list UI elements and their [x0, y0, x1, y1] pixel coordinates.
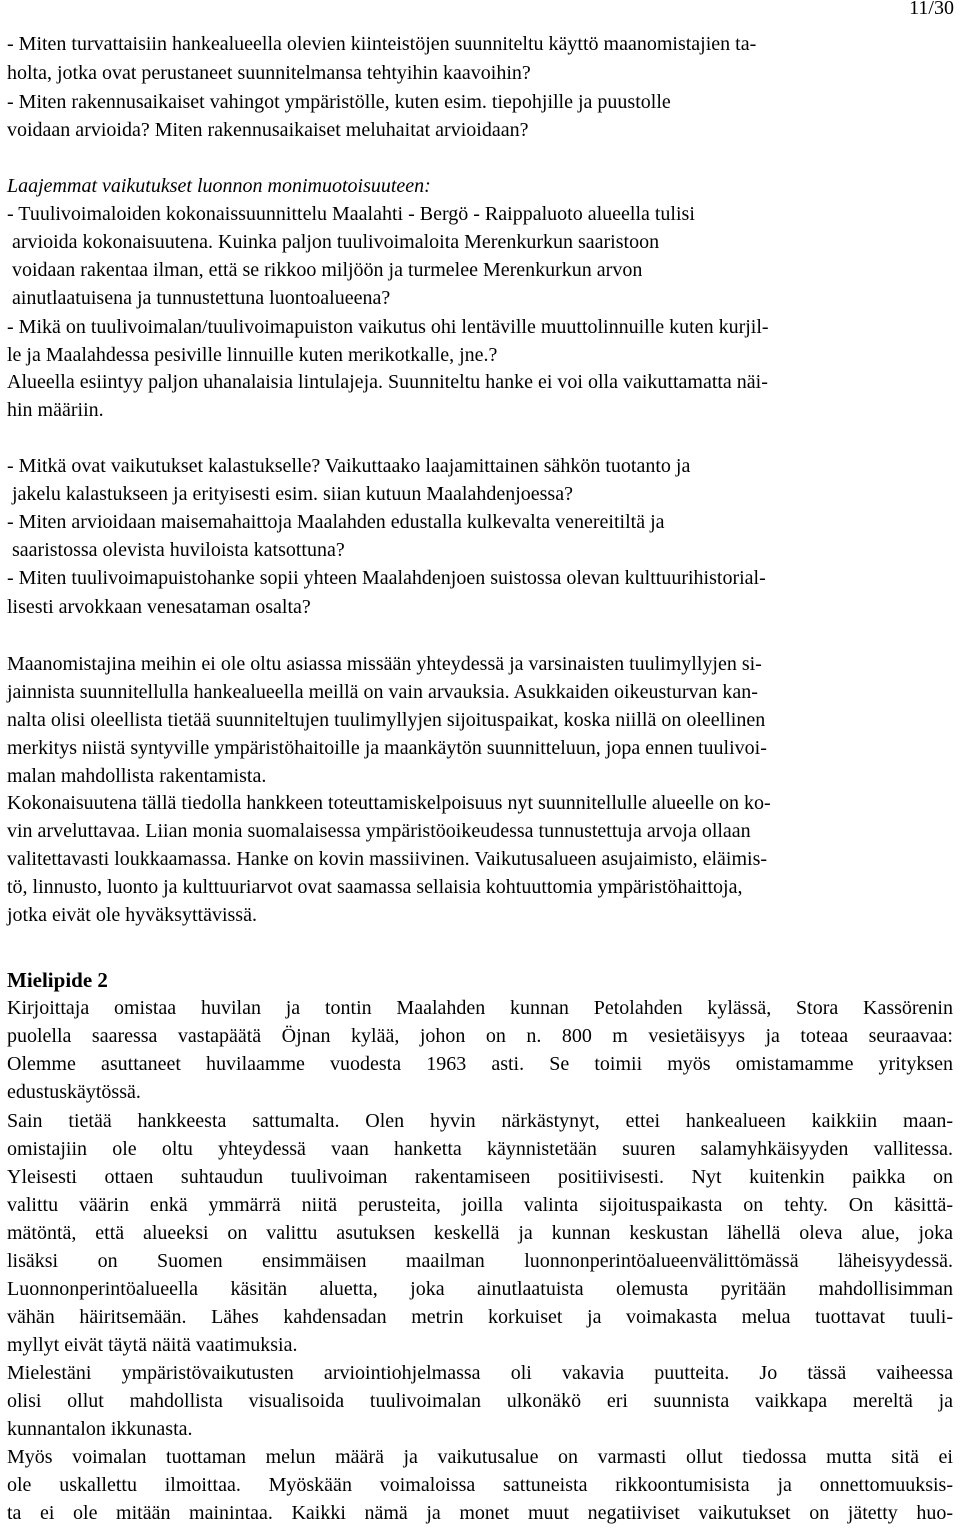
text-line: jotka eivät ole hyväksyttävissä.	[7, 904, 257, 926]
text-line: holta, jotka ovat perustaneet suunnitelmansa tehtyihin kaavoihin?	[7, 62, 531, 84]
text-line: vin arveluttavaa. Liian monia suomalaisessa ympäristöoikeudessa tunnustettuja arvoja ollaan	[7, 820, 751, 842]
text-line: myllyt eivät täytä näitä vaatimuksia.	[7, 1334, 298, 1356]
text-line: Mielestäni ympäristövaikutusten arviointiohjelmassa oli vakavia puutteita. Jo tässä vaiheessa	[7, 1362, 953, 1384]
text-line: nalta olisi oleellista tietää suunniteltujen tuulimyllyjen sijoituspaikat, koska niillä on oleellinen	[7, 709, 766, 731]
text-line: Sain tietää hankkeesta sattumalta. Olen hyvin närkästynyt, ettei hankealueen kaikkiin maan-	[7, 1110, 953, 1132]
text-line: Kirjoittaja omistaa huvilan ja tontin Maalahden kunnan Petolahden kylässä, Stora Kassörenin	[7, 997, 953, 1019]
opinion-heading: Mielipide 2	[7, 968, 108, 992]
text-line: Olemme asuttaneet huvilaamme vuodesta 1963 asti. Se toimii myös omistamamme yrityksen	[7, 1053, 953, 1075]
text-line: - Miten arvioidaan maisemahaittoja Maalahden edustalla kulkevalta venereitiltä ja	[7, 511, 665, 533]
text-line: Maanomistajina meihin ei ole oltu asiassa missään yhteydessä ja varsinaisten tuulimyllyjen si-	[7, 653, 762, 675]
text-line: le ja Maalahdessa pesiville linnuille kuten merikotkalle, jne.?	[7, 344, 498, 366]
text-line: puolella saaressa vastapäätä Öjnan kylää, johon on n. 800 m vesietäisyys ja toteaa seuraavaa:	[7, 1025, 953, 1047]
text-line: Alueella esiintyy paljon uhanalaisia lintulajeja. Suunniteltu hanke ei voi olla vaikuttamatta näi-	[7, 371, 768, 393]
text-line: valittu väärin enkä ymmärrä niitä perusteita, joilla valinta sijoituspaikasta on tehty. On käsittä-	[7, 1194, 953, 1216]
text-line: Luonnonperintöalueella käsitän aluetta, joka ainutlaatuista olemusta pyritään mahdollisimman	[7, 1278, 953, 1300]
text-line: ole uskallettu ilmoittaa. Myöskään voimaloissa sattuneista rikkoontumisista ja onnettomuuksis-	[7, 1474, 953, 1496]
text-line: Myös voimalan tuottaman melun määrä ja vaikutusalue on varmasti ollut tiedossa mutta sitä ei	[7, 1446, 953, 1468]
text-line: - Mitkä ovat vaikutukset kalastukselle? Vaikuttaako laajamittainen sähkön tuotanto ja	[7, 455, 691, 477]
text-line: malan mahdollista rakentamista.	[7, 765, 267, 787]
text-line: vähän häiritsemään. Lähes kahdensadan metrin korkuiset ja voimakasta melua tuottavat tuuli-	[7, 1306, 953, 1328]
text-line: - Miten rakennusaikaiset vahingot ympäristölle, kuten esim. tiepohjille ja puustolle	[7, 91, 671, 113]
text-line: arvioida kokonaisuutena. Kuinka paljon tuulivoimaloita Merenkurkun saaristoon	[12, 231, 660, 253]
text-line: mätöntä, että alueeksi on valittu asutuksen keskellä ja kunnan keskustan lähellä oleva alue, joka	[7, 1222, 953, 1244]
text-line: merkitys niistä syntyville ympäristöhaitoille ja maankäytön suunnitteluun, jopa ennen tuulivoi-	[7, 737, 767, 759]
text-line: - Miten turvattaisiin hankealueella olevien kiinteistöjen suunniteltu käyttö maanomistajien ta-	[7, 33, 757, 55]
text-line: ainutlaatuisena ja tunnustettuna luontoalueena?	[12, 287, 391, 309]
text-line: Kokonaisuutena tällä tiedolla hankkeen toteuttamiskelpoisuus nyt suunnitellulle alueelle on ko-	[7, 792, 771, 814]
text-line: Yleisesti ottaen suhtaudun tuulivoiman rakentamiseen positiivisesti. Nyt kuitenkin paikka on	[7, 1166, 953, 1188]
text-line: voidaan rakentaa ilman, että se rikkoo miljöön ja turmelee Merenkurkun arvon	[12, 259, 643, 281]
text-line: ta ei ole mitään mainintaa. Kaikki nämä ja monet muut negatiiviset vaikutukset on jätetty huo-	[7, 1502, 953, 1524]
text-line: hin määriin.	[7, 399, 104, 421]
text-line: jakelu kalastukseen ja erityisesti esim. siian kutuun Maalahdenjoessa?	[12, 483, 573, 505]
text-line: jainnista suunnitellulla hankealueella meillä on vain arvauksia. Asukkaiden oikeusturvan kan-	[7, 681, 758, 703]
text-line: valitettavasti loukkaamassa. Hanke on kovin massiivinen. Vaikutusalueen asujaimisto, eläimis-	[7, 848, 768, 870]
text-line: - Mikä on tuulivoimalan/tuulivoimapuiston vaikutus ohi lentäville muuttolinnuille kuten kurjil-	[7, 316, 769, 338]
text-line: - Miten tuulivoimapuistohanke sopii yhteen Maalahdenjoen suistossa olevan kulttuurihistorial-	[7, 567, 766, 589]
text-line: kunnantalon ikkunasta.	[7, 1418, 193, 1440]
text-line: omistajiin ole oltu yhteydessä vaan hanketta käynnistetään suuren salamyhkäisyyden vallitessa.	[7, 1138, 953, 1160]
section-heading: Laajemmat vaikutukset luonnon monimuotoisuuteen:	[7, 175, 431, 197]
text-line: lisesti arvokkaan venesataman osalta?	[7, 596, 311, 618]
text-line: - Tuulivoimaloiden kokonaissuunnittelu Maalahti - Bergö - Raippaluoto alueella tulisi	[7, 203, 695, 225]
text-line: olisi ollut mahdollista visualisoida tuulivoimalan ulkonäkö eri suunnista vaikkapa mereltä ja	[7, 1390, 953, 1412]
text-line: tö, linnusto, luonto ja kulttuuriarvot ovat saamassa sellaisia kohtuuttomia ympäristöhaittoja,	[7, 876, 743, 898]
text-line: lisäksi on Suomen ensimmäisen maailman luonnonperintöalueenvälittömässä läheisyydessä.	[7, 1250, 953, 1272]
text-line: edustuskäytössä.	[7, 1081, 141, 1103]
page-number: 11/30	[909, 0, 954, 19]
text-line: voidaan arvioida? Miten rakennusaikaiset meluhaitat arvioidaan?	[7, 119, 529, 141]
text-line: saaristossa olevista huviloista katsottuna?	[12, 539, 345, 561]
